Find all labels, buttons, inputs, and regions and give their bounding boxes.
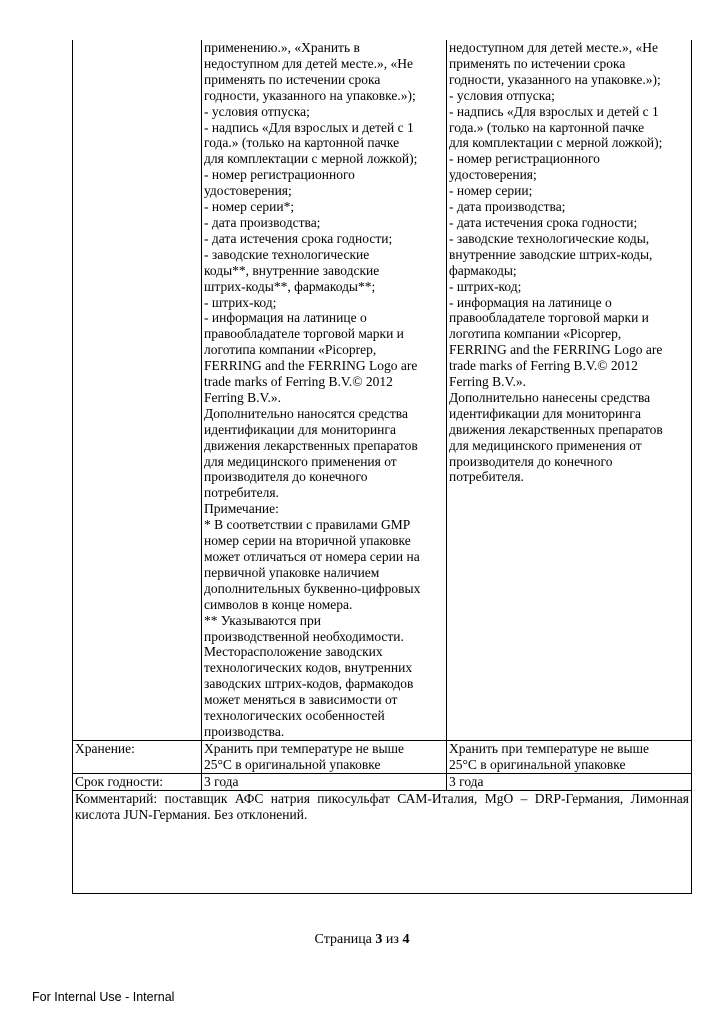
text-line: удостоверения;: [204, 183, 292, 199]
text-line: - дата производства;: [449, 199, 566, 215]
text-line: FERRING and the FERRING Logo are: [204, 358, 418, 374]
storage-left-line: Хранить при температуре не выше: [204, 740, 405, 756]
text-line: Ferring B.V.».: [204, 389, 282, 405]
text-line: движения лекарственных препаратов: [204, 437, 418, 453]
text-line: может отличаться от номера серии на: [204, 549, 420, 564]
cell-label-empty: [73, 40, 202, 740]
text-line: для комплектации с мерной ложкой);: [449, 135, 663, 151]
shelf-life-left: 3 года: [202, 773, 447, 790]
text-line: - штрих-код;: [204, 294, 277, 310]
text-line: Примечание:: [204, 501, 279, 517]
text-line: фармакоды;: [449, 262, 517, 278]
text-line: технологических особенностей: [204, 708, 385, 724]
text-line: - условия отпуска;: [449, 87, 555, 103]
text-line: - номер серии*;: [204, 199, 295, 215]
text-line: логотипа компании «Picoprep,: [204, 342, 377, 358]
spec-table: [72, 40, 692, 894]
text-line: Дополнительно нанесены средства: [449, 389, 651, 405]
text-line: - дата истечения срока годности;: [449, 214, 638, 230]
page-number: [0, 932, 724, 948]
text-line: - информация на латинице о: [204, 310, 367, 326]
storage-right-line: 25°С в оригинальной упаковке: [449, 756, 626, 772]
text-line: ** Указываются при: [204, 612, 321, 628]
text-line: - штрих-код;: [449, 278, 522, 294]
storage-label: Хранение:: [73, 740, 202, 773]
text-line: заводских штрих-кодов, фармакодов: [204, 676, 414, 692]
text-line: годности, указанного на упаковке.»);: [449, 71, 661, 87]
left-lines: [204, 40, 444, 740]
text-line: - надпись «Для взрослых и детей с 1: [204, 119, 414, 135]
text-line: года.» (только на картонной пачке: [449, 119, 645, 135]
text-line: - заводские технологические коды,: [449, 230, 650, 246]
text-line: технологических кодов, внутренних: [204, 660, 413, 676]
storage-left: [202, 740, 447, 773]
text-line: внутренние заводские штрих-коды,: [449, 246, 653, 262]
text-line: применению.», «Хранить в: [204, 40, 360, 55]
text-line: года.» (только на картонной пачке: [204, 135, 400, 151]
text-line: Дополнительно наносятся средства: [204, 405, 408, 421]
text-line: - дата истечения срока годности;: [204, 230, 393, 246]
text-line: - номер регистрационного: [204, 167, 355, 183]
page-total: 4: [402, 932, 410, 947]
text-line: производителя до конечного: [204, 469, 368, 485]
text-line: - номер регистрационного: [449, 151, 600, 167]
text-line: коды**, внутренние заводские: [204, 262, 380, 278]
page-current: 3: [375, 932, 383, 947]
right-lines: [449, 40, 689, 485]
text-line: годности, указанного на упаковке.»);: [204, 87, 416, 103]
text-line: идентификации для мониторинга: [204, 421, 396, 437]
text-line: для медицинского применения от: [204, 453, 397, 469]
comment-text: Комментарий: поставщик АФС натрия пикосульфат САМ-Италия, MgO – DRP-Германия, Лимонная кислота JUN-Германия. Без отклонений.: [73, 790, 692, 893]
text-line: недоступном для детей месте.», «Не: [204, 55, 413, 71]
text-line: - номер серии;: [449, 183, 533, 199]
footer-classification: For Internal Use - Internal: [32, 990, 175, 1004]
text-line: идентификации для мониторинга: [449, 405, 641, 421]
cell-left-continuation: [202, 40, 447, 740]
text-line: символов в конце номера.: [204, 596, 353, 612]
page-label: Страница: [314, 932, 372, 947]
text-line: Ferring B.V.».: [449, 374, 527, 390]
text-line: Месторасположение заводских: [204, 644, 383, 660]
table-row-storage: [73, 740, 692, 773]
table-row-shelf-life: [73, 773, 692, 790]
text-line: - надпись «Для взрослых и детей с 1: [449, 103, 659, 119]
text-line: применять по истечении срока: [449, 55, 626, 71]
shelf-life-right: 3 года: [447, 773, 692, 790]
storage-right: [447, 740, 692, 773]
text-line: потребителя.: [449, 469, 524, 485]
text-line: штрих-коды**, фармакоды**;: [204, 278, 376, 294]
text-line: для комплектации с мерной ложкой);: [204, 151, 418, 167]
text-line: движения лекарственных препаратов: [449, 421, 663, 437]
storage-left-line: 25°С в оригинальной упаковке: [204, 756, 381, 772]
text-line: trade marks of Ferring B.V.© 2012: [204, 374, 393, 390]
shelf-life-label: Срок годности:: [73, 773, 202, 790]
text-line: номер серии на вторичной упаковке: [204, 533, 411, 549]
text-line: правообладателе торговой марки и: [449, 310, 649, 326]
text-line: производственной необходимости.: [204, 628, 404, 644]
text-line: FERRING and the FERRING Logo are: [449, 342, 663, 358]
text-line: trade marks of Ferring B.V.© 2012: [449, 358, 638, 374]
text-line: производителя до конечного: [449, 453, 613, 469]
text-line: - условия отпуска;: [204, 103, 310, 119]
text-line: потребителя.: [204, 485, 279, 501]
cell-right-continuation: [447, 40, 692, 740]
text-line: может меняться в зависимости от: [204, 692, 398, 708]
text-line: первичной упаковке наличием: [204, 564, 380, 580]
text-line: - информация на латинице о: [449, 294, 612, 310]
text-line: дополнительных буквенно-цифровых: [204, 580, 421, 596]
page-of: из: [385, 932, 399, 947]
text-line: недоступном для детей месте.», «Не: [449, 40, 658, 55]
table-row-continuation: [73, 40, 692, 740]
text-line: логотипа компании «Picoprep,: [449, 326, 622, 342]
text-line: удостоверения;: [449, 167, 537, 183]
table-row-comment: [73, 790, 692, 893]
text-line: производства.: [204, 723, 285, 739]
text-line: для медицинского применения от: [449, 437, 642, 453]
text-line: - дата производства;: [204, 214, 321, 230]
text-line: правообладателе торговой марки и: [204, 326, 404, 342]
text-line: * В соответствии с правилами GMP: [204, 517, 411, 533]
text-line: применять по истечении срока: [204, 71, 381, 87]
text-line: - заводские технологические: [204, 246, 370, 262]
storage-right-line: Хранить при температуре не выше: [449, 740, 650, 756]
